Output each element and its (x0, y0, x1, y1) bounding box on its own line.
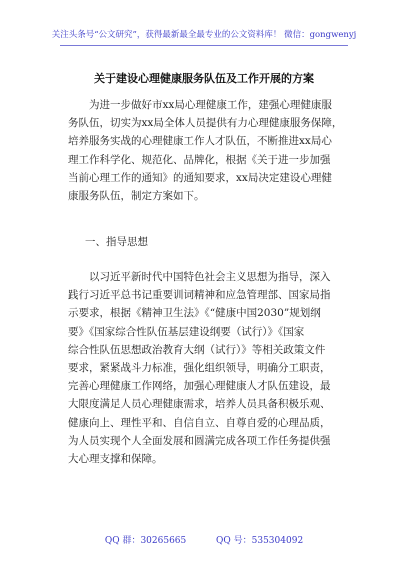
intro-line: 为进一步做好市xx局心理健康工作，建强心理健康服 (68, 99, 332, 111)
section1-line: 大限度满足人员心理健康需求，培养人员具备积极乐观、 (68, 398, 331, 411)
qq-group: QQ 群：30265665 (104, 536, 187, 546)
intro-line: 培养服务实战的心理健康工作人才队伍，不断推进xx局心 (68, 135, 332, 148)
intro-line: 务队伍，切实为xx局全体人员提供有力心理健康服务保障， (68, 117, 343, 130)
section1-line: 以习近平新时代中国特色社会主义思想为指导，深入 (68, 271, 331, 283)
section1-line: 要》《国家综合性队伍基层建设纲要（试行）》《国家 (68, 325, 305, 338)
section1-line: 示要求，根据《精神卫生法》《“健康中国2030”规划纲 (68, 307, 321, 320)
section-heading: 一、指导思想 (85, 236, 148, 248)
section1-paragraph (68, 268, 344, 468)
section1-line: 践行习近平总书记重要训词精神和应急管理部、国家局指 (68, 289, 331, 302)
section1-line: 大心理支撑和保障。 (68, 453, 163, 466)
intro-line: 康服务队伍，制定方案如下。 (68, 190, 205, 203)
intro-line: 当前心理工作的通知》的通知要求，xx局决定建设心理健 (68, 171, 332, 184)
document-title: 关于建设心理健康服务队伍及工作开展的方案 (94, 72, 314, 85)
section1-line: 完善心理健康工作网络，加强心理健康人才队伍建设，最 (68, 380, 331, 393)
intro-paragraph (68, 96, 344, 205)
section1-line: 要求，紧紧战斗力标准，强化组织领导，明确分工职责， (68, 362, 331, 375)
section1-line: 为人员实现个人全面发展和圆满完成各项工作任务提供强 (68, 434, 331, 447)
intro-line: 理工作科学化、规范化、品牌化，根据《关于进一步加强 (68, 153, 331, 166)
qq-number: QQ 号：535304092 (216, 536, 304, 546)
section1-line: 健康向上、理性平和、自信自立、自尊自爱的心理品质， (68, 416, 331, 429)
footer-contact (0, 533, 408, 546)
header-divider (60, 45, 348, 46)
section1-line: 综合性队伍思想政治教育大纲（试行）》等相关政策文件 (68, 343, 326, 356)
header-banner: 关注头条号“公文研究”，获得最新最全最专业的公文资料库！ 微信：gongwenyj (51, 30, 357, 40)
